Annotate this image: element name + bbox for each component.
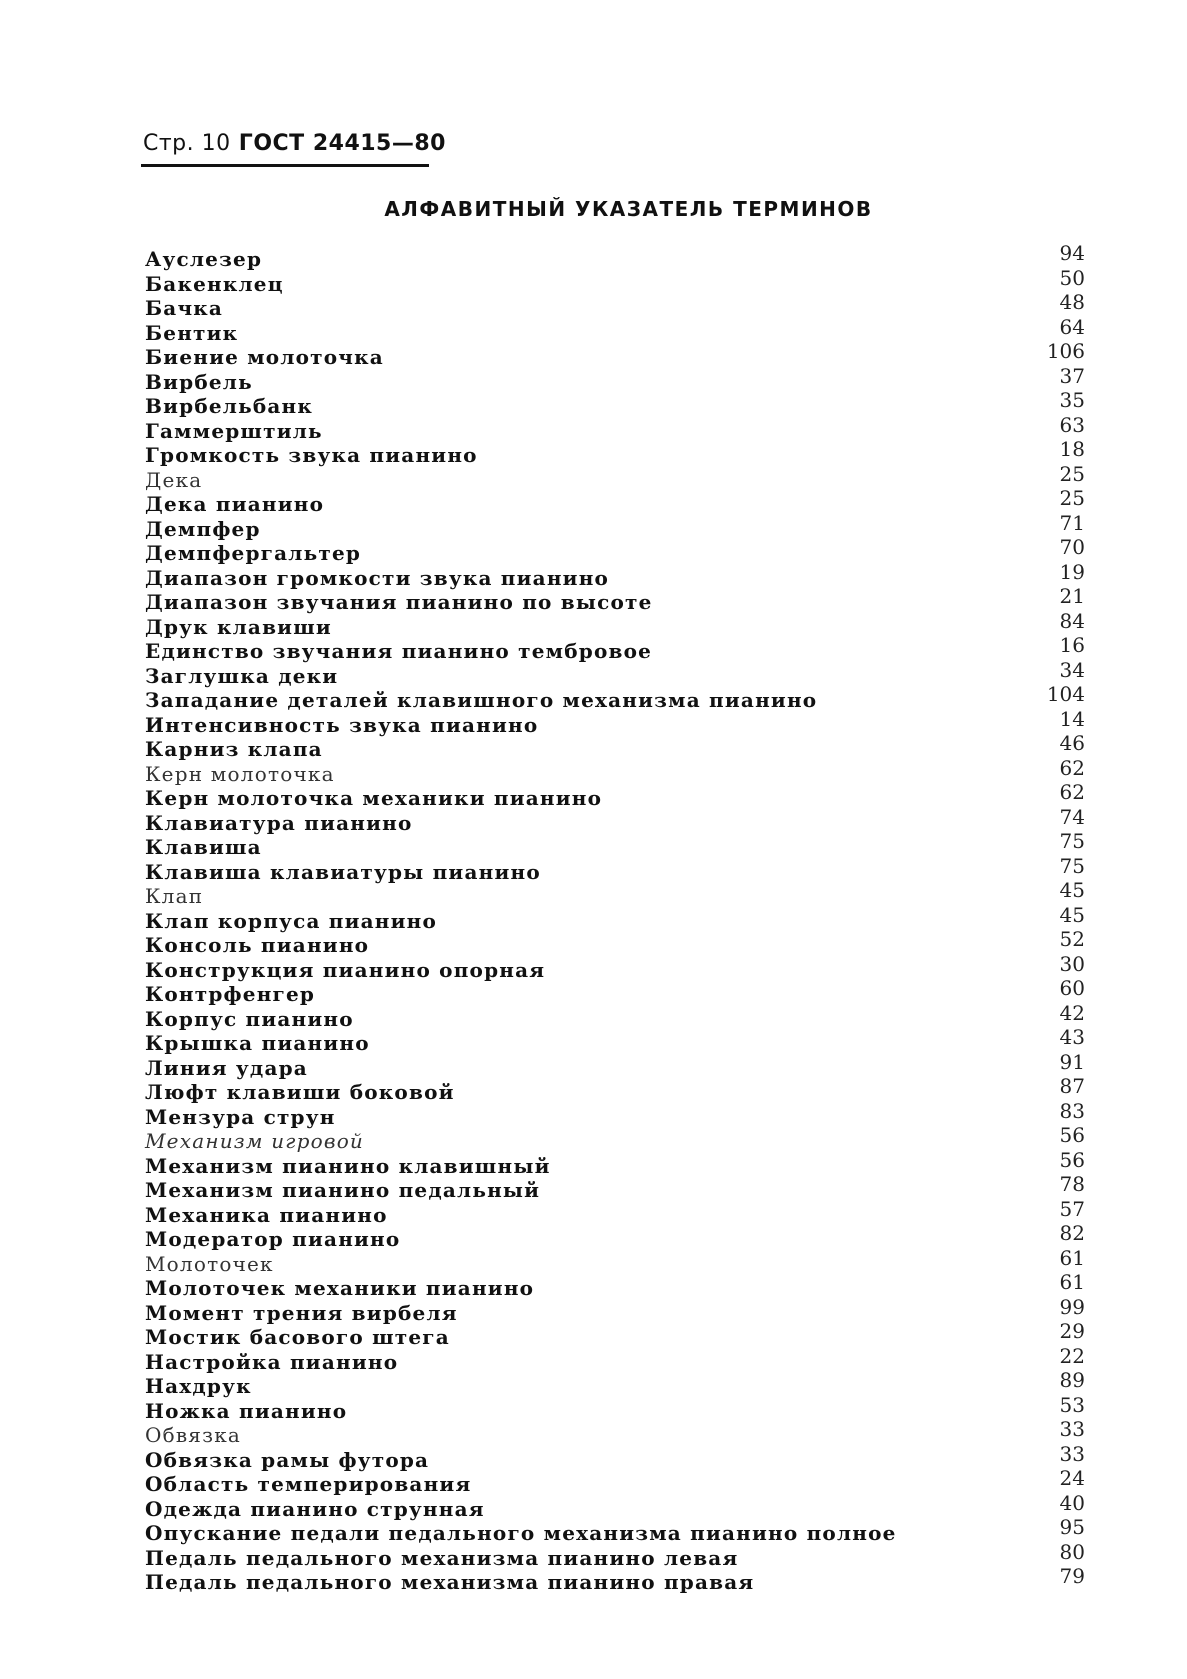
index-entry-term: Западание деталей клавишного механизма пианино — [145, 688, 818, 712]
index-entry — [145, 1196, 1085, 1228]
index-entry-number: 34 — [1059, 657, 1085, 682]
index-entry — [145, 1417, 1085, 1448]
index-entry-number: 83 — [1059, 1098, 1085, 1123]
index-entry-term: Одежда пианино струнная — [145, 1496, 485, 1521]
index-entry — [145, 853, 1085, 885]
index-entry-term: Момент трения вирбеля — [145, 1300, 458, 1325]
index-entry-number: 42 — [1059, 1000, 1085, 1025]
index-entry-term: Ауслезер — [145, 247, 263, 271]
index-entry-term: Мостик басового штега — [145, 1325, 450, 1349]
index-entry-number: 56 — [1059, 1123, 1085, 1147]
index-entry — [145, 1245, 1085, 1277]
index-entry-number: 14 — [1059, 706, 1085, 731]
index-entry-term: Гаммерштиль — [145, 418, 323, 443]
index-entry-term: Биение молоточка — [145, 345, 384, 369]
index-entry-number: 33 — [1059, 1441, 1085, 1466]
index-entry-number: 37 — [1059, 363, 1085, 388]
index-entry-term: Ножка пианино — [145, 1398, 348, 1423]
index-entry-number: 70 — [1059, 535, 1085, 559]
index-entry-number: 87 — [1059, 1074, 1085, 1098]
index-entry — [145, 878, 1085, 909]
index-entry-term: Мензура струн — [145, 1104, 336, 1129]
index-entry-number: 56 — [1059, 1147, 1085, 1172]
index-entry — [145, 902, 1085, 934]
index-entry — [145, 755, 1085, 787]
index-entry-number: 74 — [1059, 804, 1085, 829]
index-entry — [145, 1319, 1085, 1350]
index-entry-number: 45 — [1059, 902, 1085, 927]
index-entry — [145, 535, 1085, 566]
index-entry-number: 106 — [1046, 339, 1085, 363]
index-entry-term: Демпфергальтер — [145, 541, 362, 565]
index-entry — [145, 706, 1085, 738]
index-entry-term: Клап корпуса пианино — [145, 908, 438, 933]
index-entry-term: Клавиша — [145, 835, 262, 859]
index-entry — [145, 1515, 1085, 1546]
index-entry — [145, 682, 1085, 713]
index-entry — [145, 1294, 1085, 1326]
index-entry — [145, 976, 1085, 1007]
page-number-label: Стр. 10 — [143, 131, 231, 156]
index-entry-number: 25 — [1059, 486, 1085, 510]
index-entry — [145, 1000, 1085, 1032]
index-entry — [145, 559, 1085, 591]
index-entry — [145, 780, 1085, 811]
index-entry-term: Педаль педального механизма пианино левая — [145, 1545, 739, 1570]
index-entry-term: Дека пианино — [145, 492, 325, 516]
page-header — [143, 131, 446, 156]
index-entry-term: Контрфенгер — [145, 982, 316, 1006]
index-entry — [145, 1074, 1085, 1105]
index-entry-number: 63 — [1059, 412, 1085, 437]
index-entry — [145, 461, 1085, 493]
index-entry-number: 29 — [1059, 1319, 1085, 1343]
index-entry-term: Карниз клапа — [145, 737, 323, 761]
index-entry-number: 24 — [1059, 1466, 1085, 1490]
index-entry-term: Область темперирования — [145, 1472, 472, 1496]
index-entry-number: 22 — [1059, 1343, 1085, 1368]
index-entry — [145, 437, 1085, 468]
index-entry-term: Молоточек — [145, 1251, 274, 1276]
index-entry — [145, 1025, 1085, 1056]
index-entry — [145, 1049, 1085, 1081]
index-entry-number: 61 — [1059, 1245, 1085, 1270]
index-entry-number: 75 — [1059, 853, 1085, 878]
index-entry-term: Диапазон громкости звука пианино — [145, 565, 610, 590]
index-entry-term: Педаль педального механизма пианино правая — [145, 1570, 755, 1594]
index-entry-number: 57 — [1059, 1196, 1085, 1221]
index-entry — [145, 265, 1085, 297]
index-entry-number: 75 — [1059, 829, 1085, 853]
index-entry — [145, 1098, 1085, 1130]
index-entry-number: 30 — [1059, 951, 1085, 976]
index-entry-number: 99 — [1059, 1294, 1085, 1319]
index-entry-number: 94 — [1059, 241, 1085, 265]
index-entry — [145, 1221, 1085, 1252]
index-entry-number: 62 — [1059, 780, 1085, 804]
index-entry-term: Клавиатура пианино — [145, 810, 413, 835]
index-title: АЛФАВИТНЫЙ УКАЗАТЕЛЬ ТЕРМИНОВ — [384, 197, 873, 221]
index-entry-term: Громкость звука пианино — [145, 443, 478, 467]
index-entry-number: 43 — [1059, 1025, 1085, 1049]
index-entry-term: Конструкция пианино опорная — [145, 957, 546, 982]
index-entry-number: 35 — [1059, 388, 1085, 412]
index-entry — [145, 1270, 1085, 1301]
index-entry-number: 46 — [1059, 731, 1085, 755]
index-entry-term: Керн молоточка — [145, 761, 335, 786]
index-entry-number: 80 — [1059, 1539, 1085, 1564]
index-entry — [145, 388, 1085, 419]
index-entry-term: Нахдрук — [145, 1374, 252, 1398]
index-entry-term: Бачка — [145, 296, 224, 320]
index-entry — [145, 608, 1085, 640]
index-entry — [145, 339, 1085, 370]
index-entry — [145, 633, 1085, 664]
index-entry-number: 53 — [1059, 1392, 1085, 1417]
index-entry-term: Заглушка деки — [145, 663, 339, 688]
index-entry — [145, 1123, 1085, 1154]
index-entry-term: Демпфер — [145, 516, 261, 541]
index-entry-term: Диапазон звучания пианино по высоте — [145, 590, 653, 614]
index-entry-number: 45 — [1059, 878, 1085, 902]
index-entry-number: 33 — [1059, 1417, 1085, 1441]
index-entry-number: 25 — [1059, 461, 1085, 486]
index-entry-number: 16 — [1059, 633, 1085, 657]
index-entry-term: Клавиша клавиатуры пианино — [145, 859, 541, 884]
index-entry-number: 60 — [1059, 976, 1085, 1000]
index-entry-number: 95 — [1059, 1515, 1085, 1539]
index-entry — [145, 584, 1085, 615]
index-entry — [145, 1490, 1085, 1522]
index-entry-number: 21 — [1059, 584, 1085, 608]
index-entry-term: Вирбель — [145, 369, 253, 394]
index-entry-term: Механика пианино — [145, 1202, 388, 1227]
index-entry-number: 71 — [1059, 510, 1085, 535]
index-entry-term: Клап — [145, 884, 204, 908]
index-entry — [145, 1539, 1085, 1571]
index-entry-term: Настройка пианино — [145, 1349, 399, 1374]
index-entry — [145, 731, 1085, 762]
index-entry-term: Дека — [145, 467, 203, 492]
index-entry-term: Механизм игровой — [145, 1129, 365, 1153]
index-entry-term: Бентик — [145, 320, 239, 345]
header-rule — [141, 164, 429, 167]
index-entry — [145, 1343, 1085, 1375]
index-entry — [145, 829, 1085, 860]
index-entry-term: Механизм пианино педальный — [145, 1178, 541, 1202]
index-entry-number: 89 — [1059, 1368, 1085, 1392]
index-entry — [145, 241, 1085, 272]
index-entry — [145, 363, 1085, 395]
index-entry-number: 79 — [1059, 1564, 1085, 1588]
index-entry-number: 62 — [1059, 755, 1085, 780]
index-entry-term: Керн молоточка механики пианино — [145, 786, 603, 810]
index-entry-term: Обвязка — [145, 1423, 242, 1447]
index-entry-term: Молоточек механики пианино — [145, 1276, 535, 1300]
index-entry-term: Корпус пианино — [145, 1006, 354, 1031]
index-entry — [145, 290, 1085, 321]
index-entry — [145, 1466, 1085, 1497]
index-entry-number: 18 — [1059, 437, 1085, 461]
index-entry-number: 48 — [1059, 290, 1085, 314]
index-entry-term: Вирбельбанк — [145, 394, 314, 418]
index-entry — [145, 804, 1085, 836]
index-entry — [145, 314, 1085, 346]
index-entry-term: Люфт клавиши боковой — [145, 1080, 455, 1104]
index-entry — [145, 412, 1085, 444]
index-entry-number: 84 — [1059, 608, 1085, 633]
index-entry-number: 40 — [1059, 1490, 1085, 1515]
index-entry-term: Опускание педали педального механизма пианино полное — [145, 1521, 897, 1545]
index-entry — [145, 1564, 1085, 1595]
index-entry-term: Бакенклец — [145, 271, 284, 296]
index-entry-term: Друк клавиши — [145, 614, 332, 639]
index-entry — [145, 1172, 1085, 1203]
index-entry-term: Консоль пианино — [145, 933, 370, 957]
index-entry — [145, 1147, 1085, 1179]
index-entry-term: Модератор пианино — [145, 1227, 401, 1251]
term-index-list — [145, 241, 1085, 1595]
index-entry-number: 91 — [1059, 1049, 1085, 1074]
index-entry-term: Линия удара — [145, 1055, 308, 1080]
index-entry — [145, 951, 1085, 983]
index-entry-term: Единство звучания пианино тембровое — [145, 639, 653, 663]
index-entry — [145, 1392, 1085, 1424]
index-entry-number: 104 — [1046, 682, 1085, 706]
index-entry-number: 50 — [1059, 265, 1085, 290]
index-entry-term: Механизм пианино клавишный — [145, 1153, 551, 1178]
index-entry-number: 64 — [1059, 314, 1085, 339]
index-entry-number: 82 — [1059, 1221, 1085, 1245]
index-entry — [145, 486, 1085, 517]
index-entry-number: 78 — [1059, 1172, 1085, 1196]
index-entry — [145, 927, 1085, 958]
index-entry — [145, 657, 1085, 689]
index-entry-term: Интенсивность звука пианино — [145, 712, 539, 737]
index-entry-number: 52 — [1059, 927, 1085, 951]
standard-designation: ГОСТ 24415—80 — [238, 131, 446, 156]
index-entry-term: Обвязка рамы футора — [145, 1447, 430, 1472]
index-entry-term: Крышка пианино — [145, 1031, 370, 1055]
index-entry-number: 61 — [1059, 1270, 1085, 1294]
index-entry — [145, 1368, 1085, 1399]
index-entry — [145, 1441, 1085, 1473]
index-entry — [145, 510, 1085, 542]
index-entry-number: 19 — [1059, 559, 1085, 584]
